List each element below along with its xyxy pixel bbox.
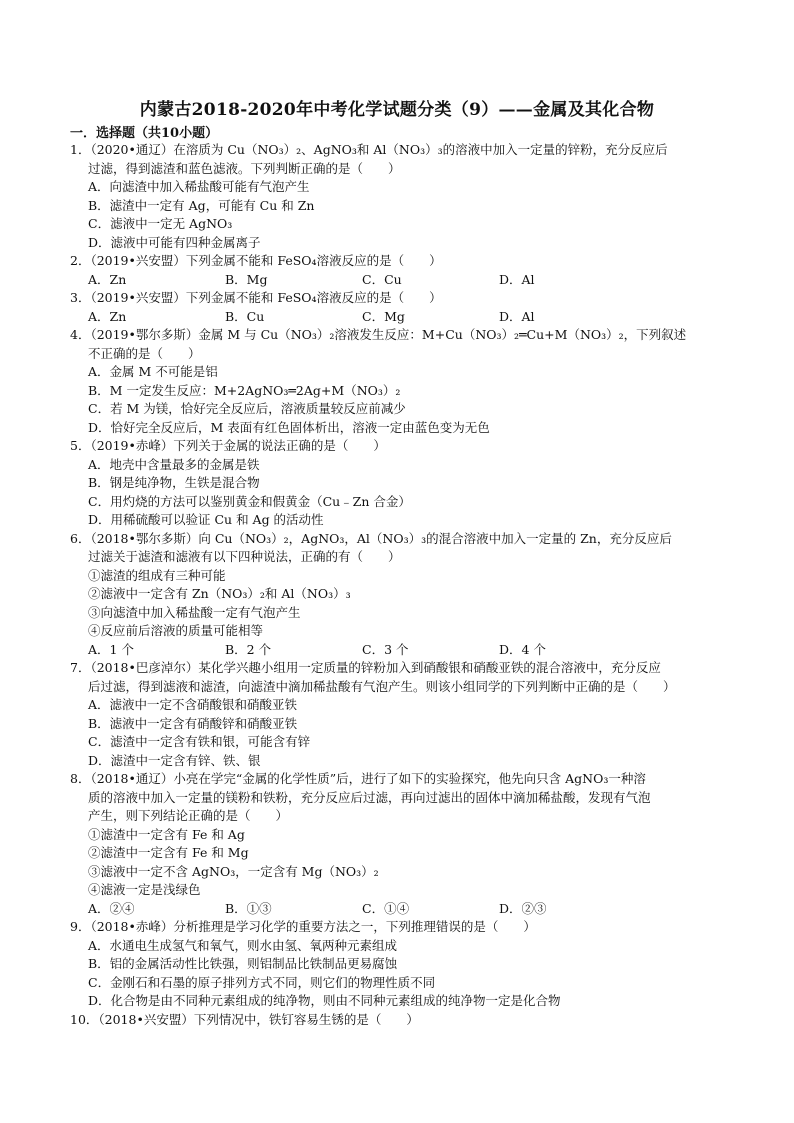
option-c: C．金刚石和石墨的原子排列方式不同，则它们的物理性质不同	[88, 974, 436, 990]
question-stem-continued: 不正确的是（ ）	[88, 345, 201, 361]
option-d: D．滤渣中一定含有锌、铁、银	[88, 752, 261, 768]
question-1	[70, 141, 730, 252]
question-10	[70, 1011, 730, 1030]
option-b: B．滤渣中一定有 Ag，可能有 Cu 和 Zn	[88, 197, 315, 213]
option-a: A．Zn	[88, 308, 127, 324]
options-row	[70, 308, 730, 327]
option-c: C．Cu	[362, 271, 402, 287]
option-a: A．1 个	[88, 641, 134, 657]
question-6	[70, 530, 730, 660]
question-8	[70, 770, 730, 918]
question-stem-continued: 后过滤，得到滤液和滤渣，向滤渣中滴加稀盐酸有气泡产生。则该小组同学的下列判断中正确的是（ ）	[88, 678, 676, 694]
statement-3: ③向滤渣中加入稀盐酸一定有气泡产生	[88, 604, 301, 620]
option-a: A．地壳中含量最多的金属是铁	[88, 456, 260, 472]
option-b: B．Cu	[225, 308, 265, 324]
option-c: C．滤渣中一定含有铁和银，可能含有锌	[88, 734, 311, 749]
question-7	[70, 659, 730, 770]
option-c: C．用灼烧的方法可以鉴别黄金和假黄金（Cu﹣Zn 合金）	[88, 493, 411, 509]
option-a: A．滤液中一定不含硝酸银和硝酸亚铁	[88, 697, 298, 712]
question-4	[70, 326, 730, 437]
option-a: A．向滤渣中加入稀盐酸可能有气泡产生	[88, 179, 310, 194]
option-b: B．Mg	[225, 271, 268, 287]
question-9	[70, 918, 730, 1011]
question-stem-continued: 过滤，得到滤渣和蓝色滤液。下列判断正确的是（ ）	[88, 160, 401, 176]
question-stem: 7．（2018•巴彦淖尔）某化学兴趣小组用一定质量的锌粉加入到硝酸银和硝酸亚铁的混合溶液中，充分反应	[70, 660, 661, 675]
question-stem: 3．（2019•兴安盟）下列金属不能和 FeSO₄溶液反应的是（ ）	[70, 290, 442, 305]
option-d: D．滤液中可能有四种金属离子	[88, 234, 261, 250]
statement-4: ④滤液一定是浅绿色	[88, 882, 201, 897]
option-b: B．钢是纯净物，生铁是混合物	[88, 475, 260, 490]
option-c: C．①④	[362, 900, 410, 916]
question-stem: 10．（2018•兴安盟）下列情况中，铁钉容易生锈的是（ ）	[70, 1011, 419, 1027]
question-stem: 1．（2020•通辽）在溶质为 Cu（NO₃）₂、AgNO₃和 Al（NO₃）₃的溶液中加入一定量的锌粉，充分反应后	[70, 142, 668, 157]
statement-1: ①滤渣中一定含有 Fe 和 Ag	[88, 826, 245, 842]
option-d: D．恰好完全反应后，M 表面有红色固体析出，溶液一定由蓝色变为无色	[88, 419, 490, 435]
question-stem-continued: 质的溶液中加入一定量的镁粉和铁粉，充分反应后过滤，再向过滤出的固体中滴加稀盐酸，发现有气泡	[88, 789, 651, 805]
option-a: A．金属 M 不可能是铝	[88, 364, 218, 379]
statement-4: ④反应前后溶液的质量可能相等	[88, 623, 264, 638]
option-d: D．用稀硫酸可以验证 Cu 和 Ag 的活动性	[88, 512, 324, 527]
question-5	[70, 437, 730, 530]
option-a: A．水通电生成氢气和氧气，则水由氢、氧两种元素组成	[88, 937, 398, 953]
option-a: A．②④	[88, 900, 135, 916]
option-a: A．Zn	[88, 271, 127, 287]
question-2	[70, 252, 730, 289]
question-stem: 5．（2019•赤峰）下列关于金属的说法正确的是（ ）	[70, 438, 386, 453]
option-b: B．①③	[225, 900, 272, 916]
option-d: D．化合物是由不同种元素组成的纯净物，则由不同种元素组成的纯净物一定是化合物	[88, 993, 561, 1008]
options-row	[70, 900, 730, 919]
question-stem: 4．（2019•鄂尔多斯）金属 M 与 Cu（NO₃）₂溶液发生反应：M+Cu（NO₃）₂═Cu+M（NO₃）₂，下列叙述	[70, 327, 687, 342]
statement-2: ②滤液中一定含有 Zn（NO₃）₂和 Al（NO₃）₃	[88, 586, 351, 601]
option-b: B．M 一定发生反应：M+2AgNO₃═2Ag+M（NO₃）₂	[88, 382, 401, 398]
option-d: D．Al	[499, 308, 535, 324]
statement-3: ③滤液中一定不含 AgNO₃，一定含有 Mg（NO₃）₂	[88, 863, 379, 879]
option-c: C．滤液中一定无 AgNO₃	[88, 216, 233, 231]
options-row	[70, 271, 730, 290]
option-c: C．3 个	[362, 641, 409, 657]
question-stem: 8．（2018•通辽）小亮在学完“金属的化学性质”后，进行了如下的实验探究，他先向只含 AgNO₃一种溶	[70, 771, 646, 786]
question-stem-continued: 过滤关于滤渣和滤液有以下四种说法，正确的有（ ）	[88, 549, 401, 564]
question-stem: 2．（2019•兴安盟）下列金属不能和 FeSO₄溶液反应的是（ ）	[70, 253, 442, 268]
option-d: D．4 个	[499, 641, 546, 657]
section-heading: 一．选择题（共10小题）	[70, 126, 219, 141]
option-d: D．Al	[499, 271, 535, 287]
statement-2: ②滤渣中一定含有 Fe 和 Mg	[88, 845, 249, 860]
page-title: 内蒙古2018-2020年中考化学试题分类（9）——金属及其化合物	[139, 100, 655, 120]
question-3	[70, 289, 730, 326]
question-stem: 9．（2018•赤峰）分析推理是学习化学的重要方法之一，下列推理错误的是（ ）	[70, 919, 536, 934]
statement-1: ①滤渣的组成有三种可能	[88, 567, 226, 583]
option-c: C．Mg	[362, 308, 405, 324]
option-d: D．②③	[499, 900, 547, 916]
option-b: B．2 个	[225, 641, 272, 657]
question-list	[70, 141, 730, 1029]
question-stem: 6．（2018•鄂尔多斯）向 Cu（NO₃）₂，AgNO₃，Al（NO₃）₃的混合溶液中加入一定量的 Zn，充分反应后	[70, 530, 672, 546]
options-row	[70, 641, 730, 660]
option-b: B．滤液中一定含有硝酸锌和硝酸亚铁	[88, 715, 298, 731]
option-c: C．若 M 为镁，恰好完全反应后，溶液质量较反应前减少	[88, 401, 406, 416]
option-b: B．铝的金属活动性比铁强，则铝制品比铁制品更易腐蚀	[88, 956, 398, 971]
question-stem-continued: 产生，则下列结论正确的是（ ）	[88, 808, 289, 823]
